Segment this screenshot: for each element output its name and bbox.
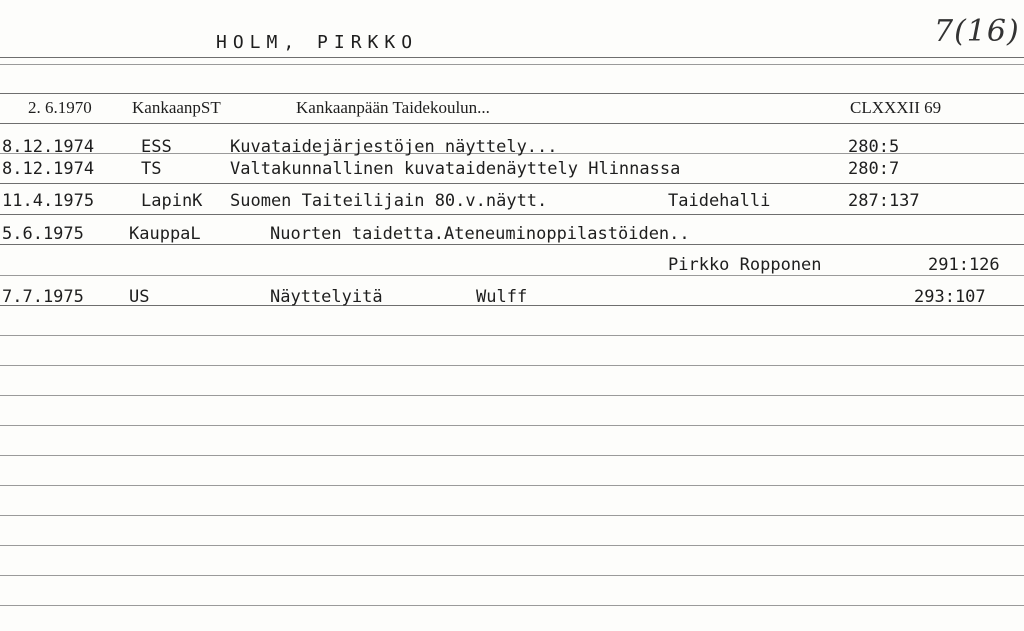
ruled-line bbox=[0, 575, 1024, 576]
card-number: 7(16) bbox=[934, 14, 1020, 49]
entry-ref: 280:7 bbox=[848, 159, 900, 179]
entry-source: LapinK bbox=[141, 191, 203, 211]
entry-source: TS bbox=[141, 159, 162, 179]
ruled-line bbox=[0, 485, 1024, 486]
entry-date: 5.6.1975 bbox=[2, 224, 84, 244]
ruled-line bbox=[0, 605, 1024, 606]
entry-date: 11.4.1975 bbox=[2, 191, 95, 211]
entry-extra: Taidehalli bbox=[668, 191, 771, 211]
entry-ref: 280:5 bbox=[848, 137, 900, 157]
entry-source: KauppaL bbox=[129, 224, 201, 244]
entry-ref: 293:107 bbox=[914, 287, 986, 307]
entry-ref: 291:126 bbox=[928, 255, 1000, 275]
entry-date: 2. 6.1970 bbox=[28, 98, 92, 117]
entry-source: US bbox=[129, 287, 150, 307]
entry-ref: CLXXXII 69 bbox=[850, 98, 942, 117]
entry-date: 8.12.1974 bbox=[2, 137, 95, 157]
entry-title: Kuvataidejärjestöjen näyttely... bbox=[230, 137, 558, 157]
ruled-line bbox=[0, 64, 1024, 65]
entry-title: Valtakunnallinen kuvataidenäyttely Hlinnassa bbox=[230, 159, 681, 179]
ruled-line bbox=[0, 395, 1024, 396]
entry-title: Suomen Taiteilijain 80.v.näytt. bbox=[230, 191, 548, 211]
person-name: HOLM, PIRKKO bbox=[216, 32, 419, 53]
ruled-line bbox=[0, 93, 1024, 94]
entry-title: Nuorten taidetta.Ateneuminoppilastöiden.. bbox=[270, 224, 690, 244]
entry-author: Wulff bbox=[476, 287, 528, 307]
ruled-line bbox=[0, 183, 1024, 184]
ruled-line bbox=[0, 425, 1024, 426]
entry-author: Pirkko Ropponen bbox=[668, 255, 822, 275]
ruled-line bbox=[0, 244, 1024, 245]
ruled-line bbox=[0, 335, 1024, 336]
ruled-line bbox=[0, 214, 1024, 215]
ruled-line bbox=[0, 455, 1024, 456]
entry-title: Näyttelyitä bbox=[270, 287, 383, 307]
entry-title: Kankaanpään Taidekoulun... bbox=[296, 98, 490, 117]
entry-date: 8.12.1974 bbox=[2, 159, 95, 179]
ruled-line bbox=[0, 545, 1024, 546]
ruled-line bbox=[0, 365, 1024, 366]
entry-date: 7.7.1975 bbox=[2, 287, 84, 307]
entry-ref: 287:137 bbox=[848, 191, 920, 211]
ruled-line bbox=[0, 275, 1024, 276]
header-rule bbox=[0, 57, 1024, 58]
ruled-line bbox=[0, 515, 1024, 516]
ruled-line bbox=[0, 123, 1024, 124]
entry-source: KankaanpST bbox=[132, 98, 221, 117]
entry-source: ESS bbox=[141, 137, 172, 157]
